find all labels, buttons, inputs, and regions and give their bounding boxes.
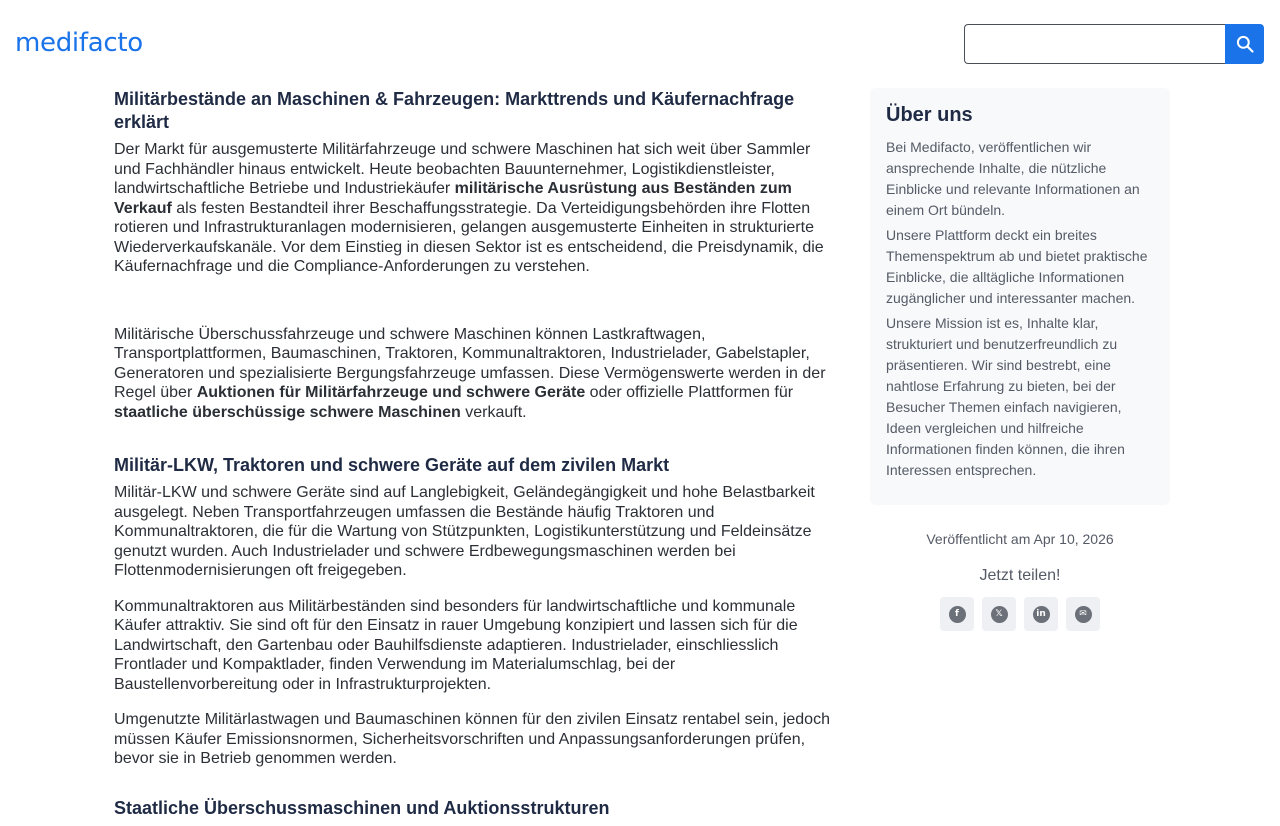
- share-x-button[interactable]: [982, 597, 1016, 631]
- share-email-button[interactable]: [1066, 597, 1100, 631]
- article-paragraph: Der Markt für ausgemusterte Militärfahrzeuge und schwere Maschinen hat sich weit über Sammler und Fachhändler hinaus entwickelt. Heute beobachten Bauunternehmer, Logistikdienstleister, landwirtschaftliche Betriebe und Industriekäufer militärische Ausrüstung aus Beständen zum Verkauf als festen Bestandteil ihrer Beschaffungsstrategie. Da Verteidigungsbehörden ihre Flotten rotieren und Infrastrukturanlagen modernisieren, gelangen ausgemusterte Einheiten in strukturierte Wiederverkaufskanäle. Vor dem Einstieg in diesen Sektor ist es entscheidend, die Preisdynamik, die Käufernachfrage und die Compliance-Anforderungen zu verstehen.: [114, 141, 824, 275]
- article-paragraph: Umgenutzte Militärlastwagen und Baumaschinen können für den zivilen Einsatz rentabel sein, jedoch müssen Käufer Emissionsnormen, Sicherheitsvorschriften und Anpassungsanforderungen prüfen, bevor sie in Betrieb genommen werden.: [114, 711, 830, 767]
- article-title: Militärbestände an Maschinen & Fahrzeugen: Markttrends und Käufernachfrage erklärt: [114, 89, 795, 132]
- about-paragraph: Unsere Plattform deckt ein breites Themenspektrum ab und bietet praktische Einblicke, die alltägliche Informationen zugänglicher und interessanter machen.: [886, 227, 1148, 306]
- share-title: Jetzt teilen!: [979, 567, 1061, 584]
- site-logo[interactable]: medifacto: [15, 28, 143, 58]
- published-date: Veröffentlicht am Apr 10, 2026: [926, 531, 1114, 547]
- article: [114, 88, 834, 826]
- section-heading: Militär-LKW, Traktoren und schwere Geräte auf dem zivilen Markt: [114, 455, 670, 475]
- header: [0, 0, 1280, 90]
- search-icon: [1235, 34, 1255, 54]
- sidebar: [870, 88, 1170, 631]
- share-linkedin-button[interactable]: [1024, 597, 1058, 631]
- about-paragraph: Bei Medifacto, veröffentlichen wir ansprechende Inhalte, die nützliche Einblicke und relevante Informationen an einem Ort bündeln.: [886, 139, 1140, 218]
- x-icon: 𝕏: [991, 606, 1008, 623]
- search-button[interactable]: [1225, 24, 1264, 64]
- article-paragraph: Militär-LKW und schwere Geräte sind auf Langlebigkeit, Geländegängigkeit und hohe Belastbarkeit ausgelegt. Neben Transportfahrzeugen umfassen die Bestände häufig Traktoren und Kommunaltraktoren, die für die Wartung von Stützpunkten, Logistikunterstützung und Feldeinsätze genutzt wurden. Auch Industrielader und schwere Erdbewegungsmaschinen werden bei Flottenmodernisierungen oft freigegeben.: [114, 484, 815, 579]
- bold-phrase: staatliche überschüssige schwere Maschinen: [114, 403, 461, 421]
- share-facebook-button[interactable]: [940, 597, 974, 631]
- section-heading: Staatliche Überschussmaschinen und Auktionsstrukturen: [114, 797, 610, 818]
- share-buttons: [870, 597, 1170, 631]
- article-paragraph: Militärische Überschussfahrzeuge und schwere Maschinen können Lastkraftwagen, Transportplattformen, Baumaschinen, Traktoren, Kommunaltraktoren, Industrielader, Gabelstapler, Generatoren und spezialisierte Bergungsfahrzeuge umfassen. Diese Vermögenswerte werden in der Regel über Auktionen für Militärfahrzeuge und schwere Geräte oder offizielle Plattformen für staatliche überschüssige schwere Maschinen verkauft.: [114, 325, 826, 421]
- bold-phrase: militärische Ausrüstung aus Beständen zum Verkauf: [114, 180, 792, 217]
- about-paragraph: Unsere Mission ist es, Inhalte klar, strukturiert und benutzerfreundlich zu präsentieren. Wir sind bestrebt, eine nahtlose Erfahrung zu bieten, bei der Besucher Themen einfach navigieren, Ideen vergleichen und hilfreiche Informationen finden können, die ihren Interessen entsprechen.: [886, 315, 1125, 478]
- search-input[interactable]: [964, 24, 1225, 64]
- search-bar: [964, 24, 1264, 64]
- email-icon: ✉: [1075, 606, 1092, 623]
- about-title: Über uns: [886, 104, 973, 126]
- article-paragraph: Kommunaltraktoren aus Militärbeständen sind besonders für landwirtschaftliche und kommunale Käufer attraktiv. Sie sind oft für den Einsatz in rauer Umgebung konzipiert und lassen sich für die Landwirtschaft, den Gartenbau oder Bauhilfsdienste adaptieren. Industrielader, einschliesslich Frontlader und Kompaktlader, finden Verwendung im Materialumschlag, bei der Baustellenvorbereitung oder in Infrastrukturprojekten.: [114, 597, 798, 693]
- facebook-icon: f: [949, 606, 966, 623]
- bold-phrase: Auktionen für Militärfahrzeuge und schwere Geräte: [196, 384, 586, 401]
- about-panel: [870, 88, 1170, 505]
- linkedin-icon: in: [1033, 606, 1050, 623]
